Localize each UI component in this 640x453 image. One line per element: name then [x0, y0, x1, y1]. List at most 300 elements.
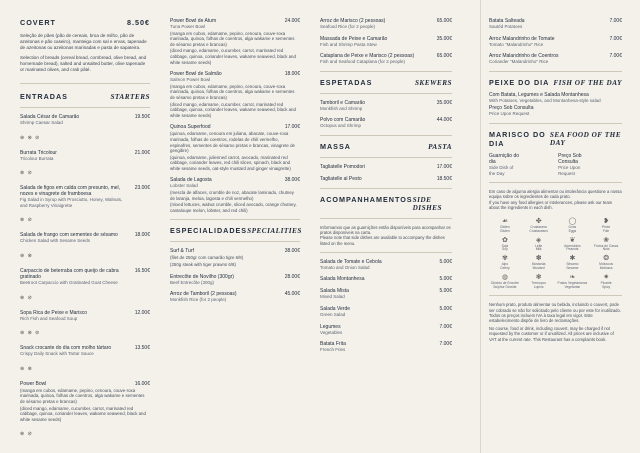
menu-item-row — [20, 114, 150, 126]
menu-item-name: Carpaccio de beterraba com queijo de cabra gratinado — [20, 267, 119, 280]
menu-item-price: 5.00€ — [439, 258, 452, 265]
menu-item-name: Burrata Tricolour — [20, 149, 57, 156]
menu-item-names — [320, 53, 414, 65]
allergen-item — [557, 274, 589, 290]
acompanhamentos-title-en: SIDE DISHES — [412, 195, 442, 212]
menu-item-names — [489, 18, 525, 30]
menu-item-price: 5.00€ — [439, 288, 452, 295]
menu-item-row — [320, 306, 452, 318]
allergen-name-en: Mustard — [532, 265, 545, 270]
peixe-text-pt: Com Batata, Legumes e Salada Montanhesa — [489, 91, 589, 98]
menu-item-name: Massada de Peixe e Camarão — [320, 35, 388, 42]
covert-description-pt: Seleção de pães (pão de cereais, broa de milho, pão de azeitonas e pão caseiro), manteiga com sal e ervas, tapenade de azeitonas ou azeitonas marinadas e pasta de sapateira. — [20, 33, 147, 50]
marisco-title-en: SEA FOOD OF THE DAY — [549, 130, 621, 147]
menu-item-name: Salada de figos em calda com presunto, mel, nozes e vinagrete de framboesa — [20, 185, 121, 198]
menu-item — [170, 124, 300, 171]
allergen-name-pt: Dióxido de Enxofre — [490, 280, 519, 285]
sides-note-en: Please note that side dishes are available to accompany the dishes listed on the menu. — [320, 235, 445, 246]
menu-item-names — [320, 306, 350, 318]
allergen-name-pt: Pratos Vegetarianos — [557, 280, 588, 285]
menu-item-names — [320, 100, 365, 112]
menu-item-price: 7.00€ — [439, 323, 452, 330]
menu-item-subtitle: Fig Salad in Syrup with Prosciutto, Honey, Walnuts, and Raspberry Vinaigrette — [20, 197, 123, 208]
espetadas-title-en: SKEWERS — [414, 78, 452, 87]
menu-item-names — [20, 185, 131, 208]
allergen-item — [590, 218, 622, 234]
menu-item-name: Salada Montanhesa — [320, 276, 365, 283]
divider — [320, 135, 452, 136]
allergen-name-en: Nuts — [602, 247, 610, 252]
menu-item — [20, 185, 150, 226]
menu-item-names — [320, 259, 382, 271]
allergen-name-en: Spicy — [602, 284, 611, 289]
menu-item-row — [320, 100, 452, 112]
especialidades-title: ESPECIALIDADES — [170, 226, 248, 236]
allergen-icon: ✤ — [535, 217, 542, 225]
menu-item-subtitle: Octopus and Shrimp — [320, 123, 362, 129]
footer-note-pt: Nenhum prato, produto alimentar ou bebida, incluindo o couvert, pode ser cobrado se não for solicitado pelo cliente ou por este for inutilizado. Todos os preços incluem IVA à taxa legal em vigor. Este estabelecimento dispõe de livro de reclamações. — [489, 302, 621, 323]
menu-column-2 — [160, 0, 310, 453]
menu-item-subtitle: Tomato "Malandrinho" Rice — [489, 41, 544, 47]
menu-item-subtitle: Crispy Daily Snack with Tartar Sauce — [20, 351, 94, 357]
allergen-name-en: Gluten — [500, 228, 510, 233]
menu-item-row — [20, 345, 150, 357]
menu-item-price: 7.00€ — [439, 341, 452, 348]
marisco-header — [489, 130, 622, 148]
menu-item-row — [170, 274, 300, 286]
menu-item-names — [489, 53, 558, 65]
allergen-name-en: Sesame — [566, 265, 579, 270]
menu-item-subtitle: Seafood Rice (for 2 people) — [320, 24, 376, 29]
menu-item-description-en: (diced mango, edamame, cucumber, carrot, marinated red cabbage, quinoa, coriander leaves, wakame seaweed, black and white sesame seeds) — [20, 405, 146, 422]
menu-item-subtitle: Tomato and Onion Salad — [320, 264, 370, 270]
menu-item-price: 44.00€ — [436, 117, 452, 124]
divider — [320, 93, 452, 94]
acompanhamentos-header — [320, 195, 452, 212]
menu-item — [170, 177, 300, 213]
menu-item-price: 35.00€ — [436, 99, 452, 106]
menu-item-row — [489, 53, 622, 65]
entradas-title-en: STARTERS — [110, 93, 150, 101]
menu-item — [320, 36, 452, 48]
menu-item-description: (quinoa, edamame, cenoura em juliana, abacate, couve-roxa marinada, folhas de coentros, rodelas de chili vermelho, espinafres, sementes de sésamo pretas e brancas, vinagrete de gengibre) — [170, 131, 295, 154]
menu-item-price: 17.00€ — [284, 124, 300, 131]
menu-item-row — [170, 124, 300, 130]
menu-item-names — [320, 36, 387, 48]
allergen-icons: ⊗ ⊘ — [20, 431, 33, 438]
menu-item — [20, 150, 150, 180]
menu-item — [320, 53, 452, 65]
menu-item — [20, 381, 150, 441]
menu-column-1 — [0, 0, 160, 453]
allergen-name-en: Soy — [502, 247, 508, 252]
sides-note-pt: Informamos que as guarnições estão disponíveis para acompanhar os pratos disponíveis na carta. — [320, 224, 451, 236]
menu-item-row — [170, 18, 300, 30]
especialidades-list — [170, 248, 300, 302]
menu-item-name: Arroz de Tamboril (2 pessoas) — [170, 291, 237, 298]
allergen-item — [590, 255, 622, 271]
menu-item-price: 38.00€ — [284, 248, 300, 255]
menu-item-price: 28.00€ — [284, 273, 300, 280]
allergen-item — [590, 274, 622, 290]
menu-item-row — [320, 341, 452, 353]
allergen-icons: ⊗ ⊘ — [20, 217, 33, 224]
allergen-item — [489, 255, 521, 271]
allergen-name-en: Crustaceans — [529, 228, 548, 233]
menu-item-name: Salada Mista — [320, 288, 349, 295]
allergen-note-pt: Em caso de alguma alergia alimentar ou intolerância questione a nossa equipa sobre os ingredientes de cada prato. — [489, 189, 622, 200]
menu-item-description-en: (250g steak with tiger prawns 6/8) — [170, 262, 236, 268]
allergen-item — [557, 218, 589, 234]
allergen-name-pt: Amendoins — [564, 243, 581, 248]
menu-item — [170, 18, 300, 65]
allergen-name-pt: Sésamo — [566, 262, 579, 267]
allergen-name-pt: Moluscos — [599, 262, 614, 267]
menu-item-row — [320, 18, 452, 30]
menu-item-description: (manga em cubos, edamame, pepino, cenoura, couve-roxa marinada, quinoa, folhas de coentros, alga wakame e sementes de sésamo pretas e brancas) — [170, 30, 295, 47]
espetadas-title: ESPETADAS — [320, 77, 373, 87]
menu-item-names — [20, 150, 57, 162]
menu-item — [20, 310, 150, 340]
menu-item — [489, 53, 622, 65]
menu-item-subtitle: Fish and Seafood Cataplana (for 2 people) — [320, 59, 406, 65]
menu-item-row — [170, 248, 300, 254]
menu-item-names — [320, 276, 364, 282]
menu-item — [170, 274, 300, 286]
menu-item-price: 18.00€ — [284, 71, 300, 78]
divider — [320, 252, 452, 253]
divider — [320, 71, 452, 72]
massa-title-en: PASTA — [428, 142, 452, 151]
marisco-details — [489, 153, 622, 176]
allergen-item — [557, 255, 589, 271]
massa-title: MASSA — [320, 141, 351, 151]
menu-item-subtitle: Monkfish and Shrimp — [320, 105, 363, 111]
allergen-icon: ✱ — [569, 255, 576, 263]
menu-item — [170, 71, 300, 118]
divider — [170, 219, 300, 220]
divider — [20, 83, 150, 84]
menu-item-subtitle: Vegetables — [320, 329, 343, 335]
menu-column-4 — [480, 0, 640, 453]
allergen-name-pt: Peixe — [602, 224, 611, 229]
massa-header — [320, 142, 452, 151]
acompanhamentos-title: ACOMPANHAMENTOS — [320, 194, 413, 204]
menu-item-name: Arroz Malandrinho de Tomate — [489, 35, 555, 42]
menu-item-row — [320, 53, 452, 65]
allergen-item — [489, 274, 521, 290]
especialidades-title-en: SPECIALITIES — [247, 227, 302, 236]
menu-item-names — [320, 164, 365, 170]
menu-item-subtitle: Mixed Salad — [320, 294, 345, 300]
menu-item — [320, 288, 452, 300]
divider — [489, 123, 622, 124]
menu-item-names — [20, 345, 111, 357]
bowls-list — [170, 18, 300, 213]
menu-item — [320, 117, 452, 129]
allergen-icon: ❦ — [569, 236, 576, 244]
menu-item-description: (manga em cubos, edamame, pepino, cenoura, couve-roxa marinada, quinoa, folhas de coentros, alga wakame e sementes de sésamo pretas e brancas) — [20, 387, 145, 404]
allergen-icon: ◈ — [535, 236, 542, 244]
allergen-name-en: Fish — [603, 228, 610, 233]
allergen-icon: ❃ — [535, 273, 542, 281]
menu-item-price: 23.00€ — [134, 185, 150, 192]
marisco-price-pt: Preço Sob Consulta — [558, 152, 582, 165]
menu-item — [320, 164, 452, 170]
menu-item-name: Polvo com Camarão — [320, 117, 366, 124]
menu-item-names — [20, 268, 131, 286]
menu-item-price: 13.50€ — [134, 345, 150, 352]
marisco-side-en: Side Dish of the Day — [489, 164, 514, 176]
menu-item-row — [320, 288, 452, 300]
menu-item-row — [320, 117, 452, 129]
menu-item-name: Power Bowl de Salmão — [170, 71, 222, 78]
allergen-item — [523, 237, 555, 253]
allergen-icons: ⊕ ⊗ — [20, 252, 33, 259]
menu-item-names — [20, 232, 118, 244]
allergen-name-pt: Crustáceos — [530, 224, 547, 229]
menu-item-subtitle: Tricolour Burrata — [20, 155, 54, 161]
divider — [320, 157, 452, 158]
allergen-note-en: If you have any food allergies or intolerances, please ask our team about the ingredients in each dish. — [489, 199, 613, 210]
allergen-name-pt: Leite — [535, 243, 543, 248]
marisco-title: MARISCO DO DIA — [489, 129, 546, 148]
menu-item-names — [320, 18, 385, 30]
menu-item-price: 38.00€ — [284, 177, 300, 184]
menu-item — [20, 232, 150, 262]
allergen-icons: ⊕ ⊗ ⊘ — [20, 330, 41, 337]
menu-item-row — [20, 232, 150, 244]
divider — [489, 295, 622, 296]
allergen-grid — [489, 218, 622, 289]
covert-price: 8.50€ — [127, 18, 150, 27]
menu-item-names — [320, 341, 346, 353]
allergen-icon: ❂ — [603, 255, 610, 263]
menu-item-price: 5.00€ — [439, 305, 452, 312]
menu-item-name: Salada César de Camarão — [20, 114, 80, 120]
menu-item-price: 18.00€ — [134, 232, 150, 239]
menu-item-price: 16.00€ — [134, 380, 150, 387]
menu-item-names — [170, 248, 194, 254]
allergen-name-en: Eggs — [568, 228, 577, 233]
allergen-icon: ☙ — [501, 217, 509, 225]
menu-item-names — [170, 124, 211, 130]
allergen-name-pt: Frutos de Casca — [594, 243, 619, 248]
menu-item-price: 7.00€ — [609, 53, 622, 60]
menu-item-name: Salada de Lagosta — [170, 177, 212, 184]
menu-item-subtitle: Lobster Salad — [170, 183, 198, 189]
covert-description-en: Selection of breads (cereal bread, cornbread, olive bread, and homemade bread), salted and unsalted butter, olive tapenade or marinated olives, and crab pâté. — [20, 55, 147, 72]
menu-item-names — [20, 310, 87, 322]
divider — [170, 241, 300, 242]
menu-item — [20, 268, 150, 304]
menu-item-names — [20, 381, 46, 387]
menu-item — [320, 324, 452, 336]
footer-note-en: No course, food or drink, including couvert, may be charged if not requested by the customer or if unutilized. All prices are inclusive of VAT at the current rate. This Restaurant has a complaints book. — [489, 326, 614, 342]
menu-item-row — [170, 71, 300, 83]
menu-item-name: Quinoa Superfood — [170, 124, 211, 131]
espetadas-list — [320, 100, 452, 129]
menu-item-names — [170, 177, 212, 189]
allergen-icons: ⊗ ⊘ — [20, 294, 33, 301]
menu-item-names — [489, 36, 555, 48]
menu-item-subtitle: Sautéd Potatoes — [489, 24, 523, 29]
menu-item-row — [20, 381, 150, 387]
covert-title: COVERT — [20, 18, 56, 27]
menu-item — [489, 18, 622, 30]
allergen-name-pt: Picante — [600, 280, 612, 285]
peixe-price-en: Price Upon Request — [489, 111, 530, 117]
allergen-name-en: Milk — [535, 247, 542, 252]
menu-item — [320, 176, 452, 182]
allergen-name-en: Vegetarian — [564, 284, 581, 289]
allergen-icon: ◯ — [568, 217, 577, 225]
allergen-name-pt: Aipo — [501, 262, 509, 267]
menu-item-name: Tamboril e Camarão — [320, 99, 366, 106]
entradas-list — [20, 114, 150, 440]
menu-item-names — [170, 291, 237, 303]
allergen-name-pt: Mostarda — [531, 262, 546, 267]
allergen-icons: ⊗ ⊘ — [20, 170, 33, 177]
allergen-name-pt: Glúten — [500, 224, 510, 229]
menu-item-name: Legumes — [320, 323, 341, 330]
menu-item-row — [320, 259, 452, 271]
menu-item-price: 7.00€ — [609, 35, 622, 42]
menu-item — [170, 248, 300, 267]
menu-item-names — [170, 18, 216, 30]
allergen-name-pt: Tremoços — [531, 280, 546, 285]
allergen-icon: ❥ — [603, 217, 610, 225]
menu-item-subtitle: Beetroot Carpaccio with Gratinated Goat Cheese — [20, 279, 118, 285]
menu-item-price: 18.50€ — [436, 175, 452, 182]
allergen-icon: ❀ — [603, 236, 610, 244]
menu-item — [170, 291, 300, 303]
especialidades-header — [170, 226, 300, 235]
peixe-text-en: With Potatoes, Vegetables, and Montanhesa-style salad — [489, 97, 601, 103]
peixe-price-pt: Preço Sob Consulta — [489, 105, 534, 112]
rice-sides-list — [489, 18, 622, 65]
allergen-icon: ❧ — [569, 273, 576, 281]
menu-item-price: 5.00€ — [439, 276, 452, 283]
menu-item-name: Salada Verde — [320, 305, 351, 312]
allergen-icon: ✽ — [535, 255, 542, 263]
menu-item-row — [320, 276, 452, 282]
menu-item-subtitle: Shrimp Caesar Salad — [20, 120, 63, 125]
menu-item-row — [170, 291, 300, 303]
menu-item-description-en: (mixed lettuces, walnut crumble, sliced avocado, orange chutney, cantaloupe melon, lobster, and red chili) — [170, 202, 297, 213]
divider — [20, 107, 150, 108]
divider — [489, 71, 622, 72]
menu-item-subtitle: Monkfish Rice (for 2 people) — [170, 297, 227, 303]
menu-item-subtitle: Tuna Power Bowl — [170, 24, 206, 29]
allergen-name-en: Peanuts — [566, 247, 579, 252]
menu-item-subtitle: Salmon Power Bowl — [170, 77, 211, 83]
menu-item-names — [320, 324, 342, 336]
menu-item-description-en: (quinoa, edamame, julienned carrot, avocado, marinated red cabbage, coriander leaves, red chili slices, spinach, black and white sesame seeds, oat-style mustard and ginger vinaigrette) — [170, 154, 291, 171]
rice-list — [320, 18, 452, 65]
menu-item-price: 17.00€ — [436, 163, 452, 170]
menu-item-row — [489, 36, 622, 48]
menu-item-description: (mescla de alfaces, crumble de noz, abacate laminado, chutney de laranja, meloa, lagosta e chili vermelho) — [170, 190, 294, 201]
allergen-name-en: Lupins — [533, 284, 544, 289]
menu-item-price: 65.00€ — [436, 53, 452, 60]
menu-item-name: Snack crocante do dia com molho tártaro — [20, 345, 112, 352]
allergen-item — [523, 218, 555, 234]
menu-item-description: (filet de 250gr com camarão tigre 6/8) — [170, 255, 244, 261]
menu-item — [320, 100, 452, 112]
menu-item — [20, 345, 150, 375]
peixe-header — [489, 78, 622, 87]
menu-item-row — [20, 310, 150, 322]
menu-item-subtitle: Fish and Shrimp Pasta Stew — [320, 41, 377, 47]
allergen-icon: ✾ — [501, 255, 508, 263]
menu-item-description-en: (diced mango, edamame, cucumber, carrot, marinated red cabbage, quinoa, coriander leaves, wakame seaweed, black and white sesame seeds) — [170, 48, 296, 65]
espetadas-header — [320, 78, 452, 87]
menu-item-row — [320, 36, 452, 48]
allergen-name-pt: Soja — [501, 243, 509, 248]
menu-item-price: 65.00€ — [436, 18, 452, 24]
allergen-icons: ⊕ ⊗ ⊘ — [20, 134, 41, 141]
menu-item-names — [170, 71, 222, 83]
menu-item-row — [320, 164, 452, 170]
menu-item-subtitle: Beef Entrecôte (300g) — [170, 279, 215, 285]
menu-item-name: Arroz Malandrinho de Coentros — [489, 53, 559, 60]
menu-item — [320, 259, 452, 271]
menu-item-description: (manga em cubos, edamame, pepino, cenoura, couve-roxa marinada, quinoa, folhas de coentros, alga wakame e sementes de sésamo pretas e brancas) — [170, 83, 295, 100]
menu-item-name: Cataplana de Peixe e Marisco (2 pessoas) — [320, 53, 415, 60]
allergen-name-en: Molluscs — [599, 265, 613, 270]
menu-item-name: Salada de Tomate e Cebola — [320, 258, 382, 265]
divider — [320, 218, 452, 219]
entradas-header — [20, 92, 150, 101]
divider — [320, 188, 452, 189]
menu-item-row — [320, 176, 452, 182]
divider — [489, 182, 622, 183]
menu-item-subtitle: Green Salad — [320, 311, 346, 317]
allergen-name-en: Celery — [500, 265, 510, 270]
menu-item-name: Surf & Turf — [170, 248, 194, 255]
menu-item-description-en: (diced mango, edamame, cucumber, carrot, marinated red cabbage, quinoa, coriander leaves, wakame seaweed, black and white sesame seeds) — [170, 101, 296, 118]
allergen-name-pt: Ovos — [568, 224, 577, 229]
menu-item-name: Power Bowl de Atum — [170, 18, 217, 24]
menu-item-row — [170, 177, 300, 189]
menu-item-row — [320, 324, 452, 336]
menu-item-row — [20, 150, 150, 162]
allergen-icons: ⊕ ⊗ — [20, 365, 33, 372]
menu-item-row — [489, 18, 622, 30]
allergen-icon: ◍ — [501, 273, 508, 281]
menu-item-names — [320, 117, 365, 129]
menu-item-names — [320, 288, 349, 300]
menu-item-price: 12.00€ — [134, 309, 150, 316]
menu-item-subtitle: French Fries — [320, 347, 346, 353]
menu-item-names — [20, 114, 79, 126]
menu-item — [320, 276, 452, 282]
menu-item-price: 24.00€ — [284, 18, 300, 24]
allergen-item — [557, 237, 589, 253]
allergen-item — [489, 237, 521, 253]
menu-item-price: 45.00€ — [284, 291, 300, 298]
menu-item — [320, 18, 452, 30]
menu-item-row — [20, 268, 150, 286]
menu-item — [489, 36, 622, 48]
menu-item-name: Tagliatelle al Pesto — [320, 175, 362, 182]
marisco-price-en: Price Upon Request — [558, 164, 581, 176]
menu-item-name: Salada de frango com sementes de sésamo — [20, 232, 118, 239]
menu-item-name: Batata Frita — [320, 341, 346, 348]
massa-list — [320, 164, 452, 182]
marisco-side-pt: Guarnição do dia — [489, 152, 520, 165]
